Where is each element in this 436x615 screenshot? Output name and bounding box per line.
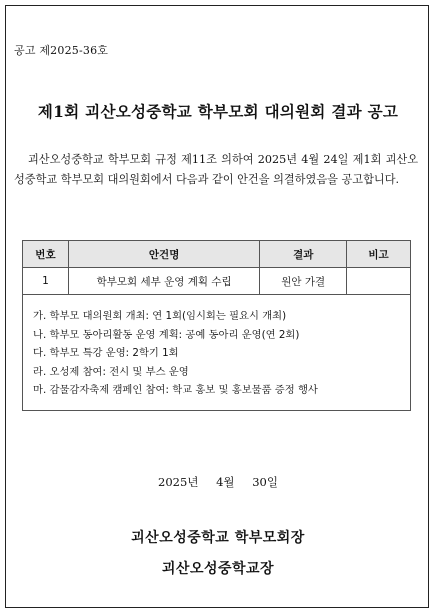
document-title: 제1회 괴산오성중학교 학부모회 대의원회 결과 공고 (37, 102, 399, 121)
signature-principal: 괴산오성중학교장 (161, 561, 275, 577)
header-note: 비고 (347, 241, 411, 268)
details-cell (23, 295, 411, 411)
date-day: 30일 (252, 475, 278, 489)
row-note (347, 268, 411, 295)
header-result: 결과 (260, 241, 347, 268)
header-number: 번호 (23, 241, 69, 268)
detail-item: 다. 학부모 특강 운영: 2학기 1회 (33, 347, 179, 359)
signature-parents-president: 괴산오성중학교 학부모회장 (131, 530, 305, 546)
header-agenda: 안건명 (68, 241, 259, 268)
detail-item: 가. 학부모 대의원회 개최: 연 1회(임시회는 필요시 개최) (33, 310, 287, 322)
notice-number: 공고 제2025-36호 (14, 44, 109, 57)
details-row (23, 295, 411, 411)
table-row (23, 268, 411, 295)
date-month: 4월 (216, 475, 235, 489)
intro-paragraph: 괴산오성중학교 학부모회 규정 제11조 의하여 2025년 4월 24일 제1회 괴산오성중학교 학부모회 대의원회에서 다음과 같이 안건을 의결하였음을 공고합니다. (14, 153, 418, 186)
detail-item: 라. 오성제 참여: 전시 및 부스 운영 (33, 365, 189, 378)
agenda-table (22, 240, 411, 411)
table-header-row (23, 241, 411, 268)
detail-item: 나. 학부모 동아리활동 운영 계획: 공예 동아리 운영(연 2회) (33, 328, 300, 341)
row-number: 1 (23, 268, 69, 295)
row-result: 원안 가결 (260, 268, 347, 295)
detail-item: 마. 감물감자축제 캠페인 참여: 학교 홍보 및 홍보물품 증정 행사 (33, 384, 318, 396)
row-agenda: 학부모회 세부 운영 계획 수립 (68, 268, 259, 295)
issue-date (0, 474, 436, 490)
date-year: 2025년 (158, 475, 199, 489)
